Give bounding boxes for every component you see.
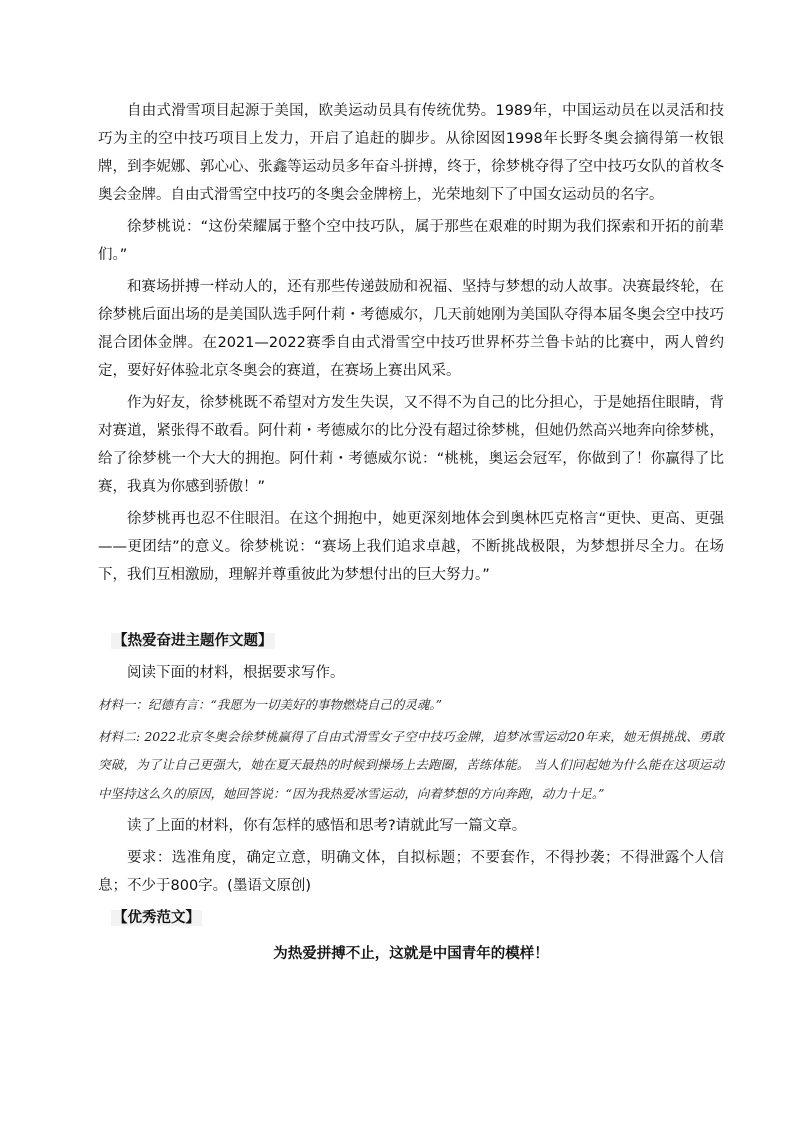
paragraph-friendship: 作为好友，徐梦桃既不希望对方发生失误，又不得不为自己的比分担心，于是她捂住眼睛，背对赛道，紧张得不敢看。阿什莉・考德威尔的比分没有超过徐梦桃，但她仍然高兴地奔向徐梦桃，给了徐梦桃一个大大的拥抱。阿什莉・考德威尔说：“桃桃，奥运会冠军，你做到了！你赢得了比赛，我真为你感到骄傲！” <box>98 395 724 495</box>
instruction-text: 阅读下面的材料，根据要求写作。 <box>127 665 345 681</box>
document-content <box>98 97 724 968</box>
paragraph-quote: 徐梦桃说：“这份荣耀属于整个空中技巧队，属于那些在艰难的时期为我们探索和开拓的前辈们。” <box>98 219 724 263</box>
section-spacer <box>98 589 724 627</box>
section-heading <box>98 627 724 655</box>
sample-heading-text: 【优秀范文】 <box>113 910 200 926</box>
paragraph-tears: 徐梦桃再也忍不住眼泪。在这个拥抱中，她更深刻地体会到奥林匹克格言“更快、更高、更强——更团结”的意义。徐梦桃说：“赛场上我们追求卓越，不断挑战极限，为梦想拼尽全力。在场下，我们互相激励，理解并尊重彼此为梦想付出的巨大努力。” <box>98 511 724 583</box>
paragraph-story: 和赛场拼搏一样动人的，还有那些传递鼓励和祝福、坚持与梦想的动人故事。决赛最终轮，在徐梦桃后面出场的是美国队选手阿什莉・考德威尔，几天前她刚为美国队夺得本届冬奥会空中技巧混合团体金牌。在2021—2022赛季自由式滑雪空中技巧世界杯芬兰鲁卡站的比赛中，两人曾约定，要好好体验北京冬奥会的赛道，在赛场上赛出风采。 <box>98 279 724 379</box>
sample-heading <box>98 904 724 932</box>
prompt-text: 读了上面的材料，你有怎样的感悟和思考?请就此写一篇文章。 <box>127 818 527 834</box>
requirements-text: 要求：选准角度，确定立意，明确文体，自拟标题；不要套作，不得抄袭；不得泄露个人信息；不少于800字。(墨语文原创) <box>98 850 724 894</box>
material-one: 材料一：纪德有言：“我愿为一切美好的事物燃烧自己的灵魂。” <box>98 697 443 712</box>
essay-title: 为热爱拼搏不止，这就是中国青年的模样！ <box>273 946 549 962</box>
section-heading-text: 【热爱奋进主题作文题】 <box>113 633 273 649</box>
paragraph-origin: 自由式滑雪项目起源于美国，欧美运动员具有传统优势。1989年，中国运动员在以灵活和技巧为主的空中技巧项目上发力，开启了追赶的脚步。从徐囡囡1998年长野冬奥会摘得第一枚银牌，到李妮娜、郭心心、张鑫等运动员多年奋斗拼搏，终于，徐梦桃夺得了空中技巧女队的首枚冬奥会金牌。自由式滑雪空中技巧的冬奥会金牌榜上，光荣地刻下了中国女运动员的名字。 <box>98 103 724 203</box>
material-two: 材料二: 2022北京冬奥会徐梦桃赢得了自由式滑雪女子空中技巧金牌，追梦冰雪运动20年来，她无惧挑战、勇敢突破，为了让自己更强大，她在夏天最热的时候到操场上去跑圈，苦练体能。 当人们问起她为什么能在这项运动中坚持这么久的原因，她回答说：“因为我热爱冰雪运动，向着梦想的方向奔跑，动力十足。” <box>98 728 724 801</box>
